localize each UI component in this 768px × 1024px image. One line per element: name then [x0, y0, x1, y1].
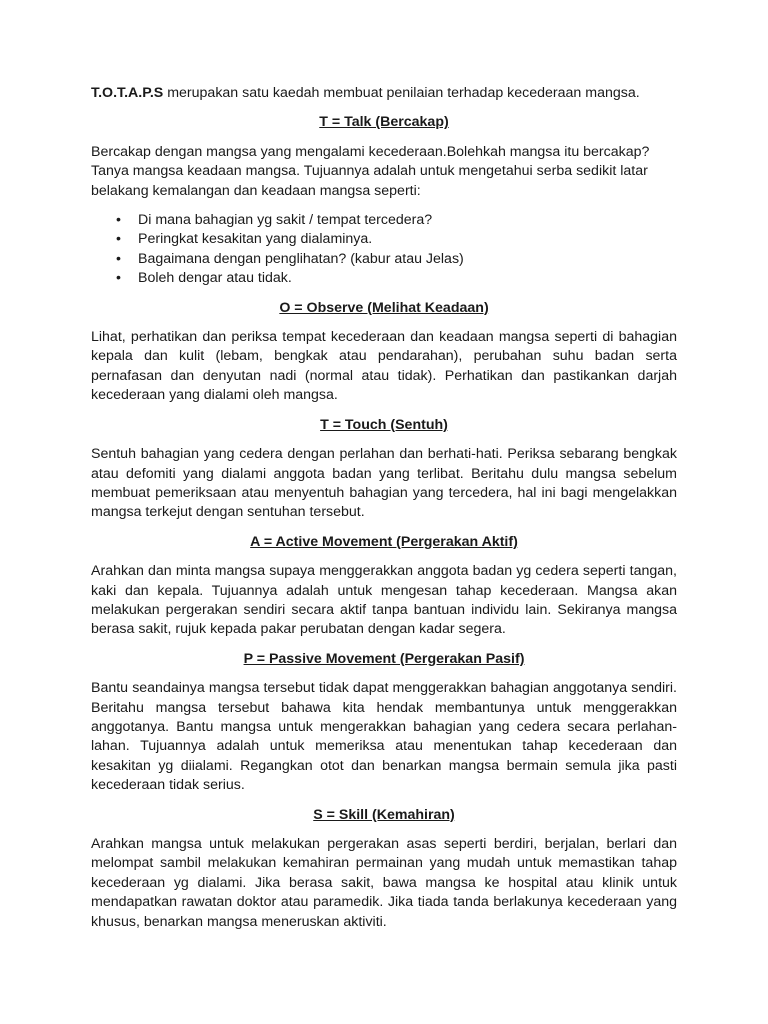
section-active-movement: [91, 533, 677, 640]
section-paragraph-active-movement: Arahkan dan minta mangsa supaya menggerakkan anggota badan yg cedera seperti tangan, kaki dan kepala. Tujuannya adalah untuk mengesan tahap kecederaan. Mangsa akan melakukan pergerakan sendiri secara aktif tanpa bantuan individu lain. Sekiranya mangsa berasa sakit, rujuk kepada pakar perubatan dengan kadar segera.: [91, 563, 677, 638]
bullet-icon: •: [116, 231, 121, 248]
section-passive-movement: [91, 650, 677, 796]
list-item-text: Bagaimana dengan penglihatan? (kabur atau Jelas): [138, 250, 464, 267]
section-heading-talk: T = Talk (Bercakap): [319, 114, 449, 131]
bullet-icon: •: [116, 212, 121, 229]
list-item: [91, 230, 677, 249]
intro-paragraph: [91, 84, 677, 103]
section-heading-touch: T = Touch (Sentuh): [320, 416, 448, 433]
section-paragraph-observe: Lihat, perhatikan dan periksa tempat kecederaan dan keadaan mangsa seperti di bahagian kepala dan kulit (lebam, bengkak atau pendarahan), perubahan suhu badan serta pernafasan dan denyutan nadi (normal atau tidak). Perhatikan dan pastikankan darjah kecederaan yang dialami oleh mangsa.: [91, 329, 677, 404]
intro-text: merupakan satu kaedah membuat penilaian terhadap kecederaan mangsa.: [163, 85, 640, 101]
talk-bullet-list: [91, 211, 677, 289]
section-heading-passive-movement: P = Passive Movement (Pergerakan Pasif): [243, 650, 525, 667]
section-paragraph-touch: Sentuh bahagian yang cedera dengan perlahan dan berhati-hati. Periksa sebarang bengkak atau defomiti yang dialami anggota badan yang terlibat. Beritahu dulu mangsa sebelum membuat pemeriksaan atau menyentuh bahagian yang tercedera, hal ini bagi mengelakkan mangsa terkejut dengan sentuhan tersebut.: [91, 446, 677, 521]
section-paragraph-talk: Bercakap dengan mangsa yang mengalami kecederaan.Bolehkah mangsa itu bercakap? Tanya mangsa keadaan mangsa. Tujuannya adalah untuk mengetahui serba sedikit latar belakang kemalangan dan keadaan mangsa seperti:: [91, 143, 650, 199]
list-item-text: Boleh dengar atau tidak.: [138, 270, 292, 287]
bullet-icon: •: [116, 270, 121, 287]
section-observe: [91, 299, 677, 406]
list-item-text: Di mana bahagian yg sakit / tempat tercedera?: [138, 212, 433, 229]
section-heading-observe: O = Observe (Melihat Keadaan): [279, 299, 489, 316]
list-item: [91, 250, 677, 269]
section-heading-active-movement: A = Active Movement (Pergerakan Aktif): [250, 533, 518, 550]
section-touch: [91, 416, 677, 523]
section-heading-skill: S = Skill (Kemahiran): [313, 806, 455, 823]
list-item: [91, 211, 677, 230]
intro-acronym: T.O.T.A.P.S: [91, 85, 164, 101]
section-skill: [91, 806, 677, 932]
list-item-text: Peringkat kesakitan yang dialaminya.: [138, 231, 373, 248]
section-paragraph-passive-movement: Bantu seandainya mangsa tersebut tidak dapat menggerakkan bahagian anggotanya sendiri. Beritahu mangsa tersebut bahawa kita hendak membantunya untuk menggerakkan anggotanya. Bantu mangsa untuk mengerakkan bahagian yang cedera secara perlahan-lahan. Tujuannya adalah untuk memeriksa atau menentukan tahap kecederaan dan kesakitan yg diialami. Regangkan otot dan benarkan mangsa bermain semula jika pasti kecederaan tidak serius.: [91, 680, 677, 794]
list-item: [91, 269, 677, 288]
document-page: [91, 84, 677, 942]
section-paragraph-skill: Arahkan mangsa untuk melakukan pergerakan asas seperti berdiri, berjalan, berlari dan melompat sambil melakukan kemahiran permainan yang mudah untuk memastikan tahap kecederaan yg dialami. Jika berasa sakit, bawa mangsa ke hospital atau klinik untuk mendapatkan rawatan doktor atau paramedik. Jika tiada tanda berlakunya kecederaan yang khusus, benarkan mangsa meneruskan aktiviti.: [91, 836, 677, 930]
bullet-icon: •: [116, 250, 121, 267]
section-talk: [91, 113, 677, 288]
